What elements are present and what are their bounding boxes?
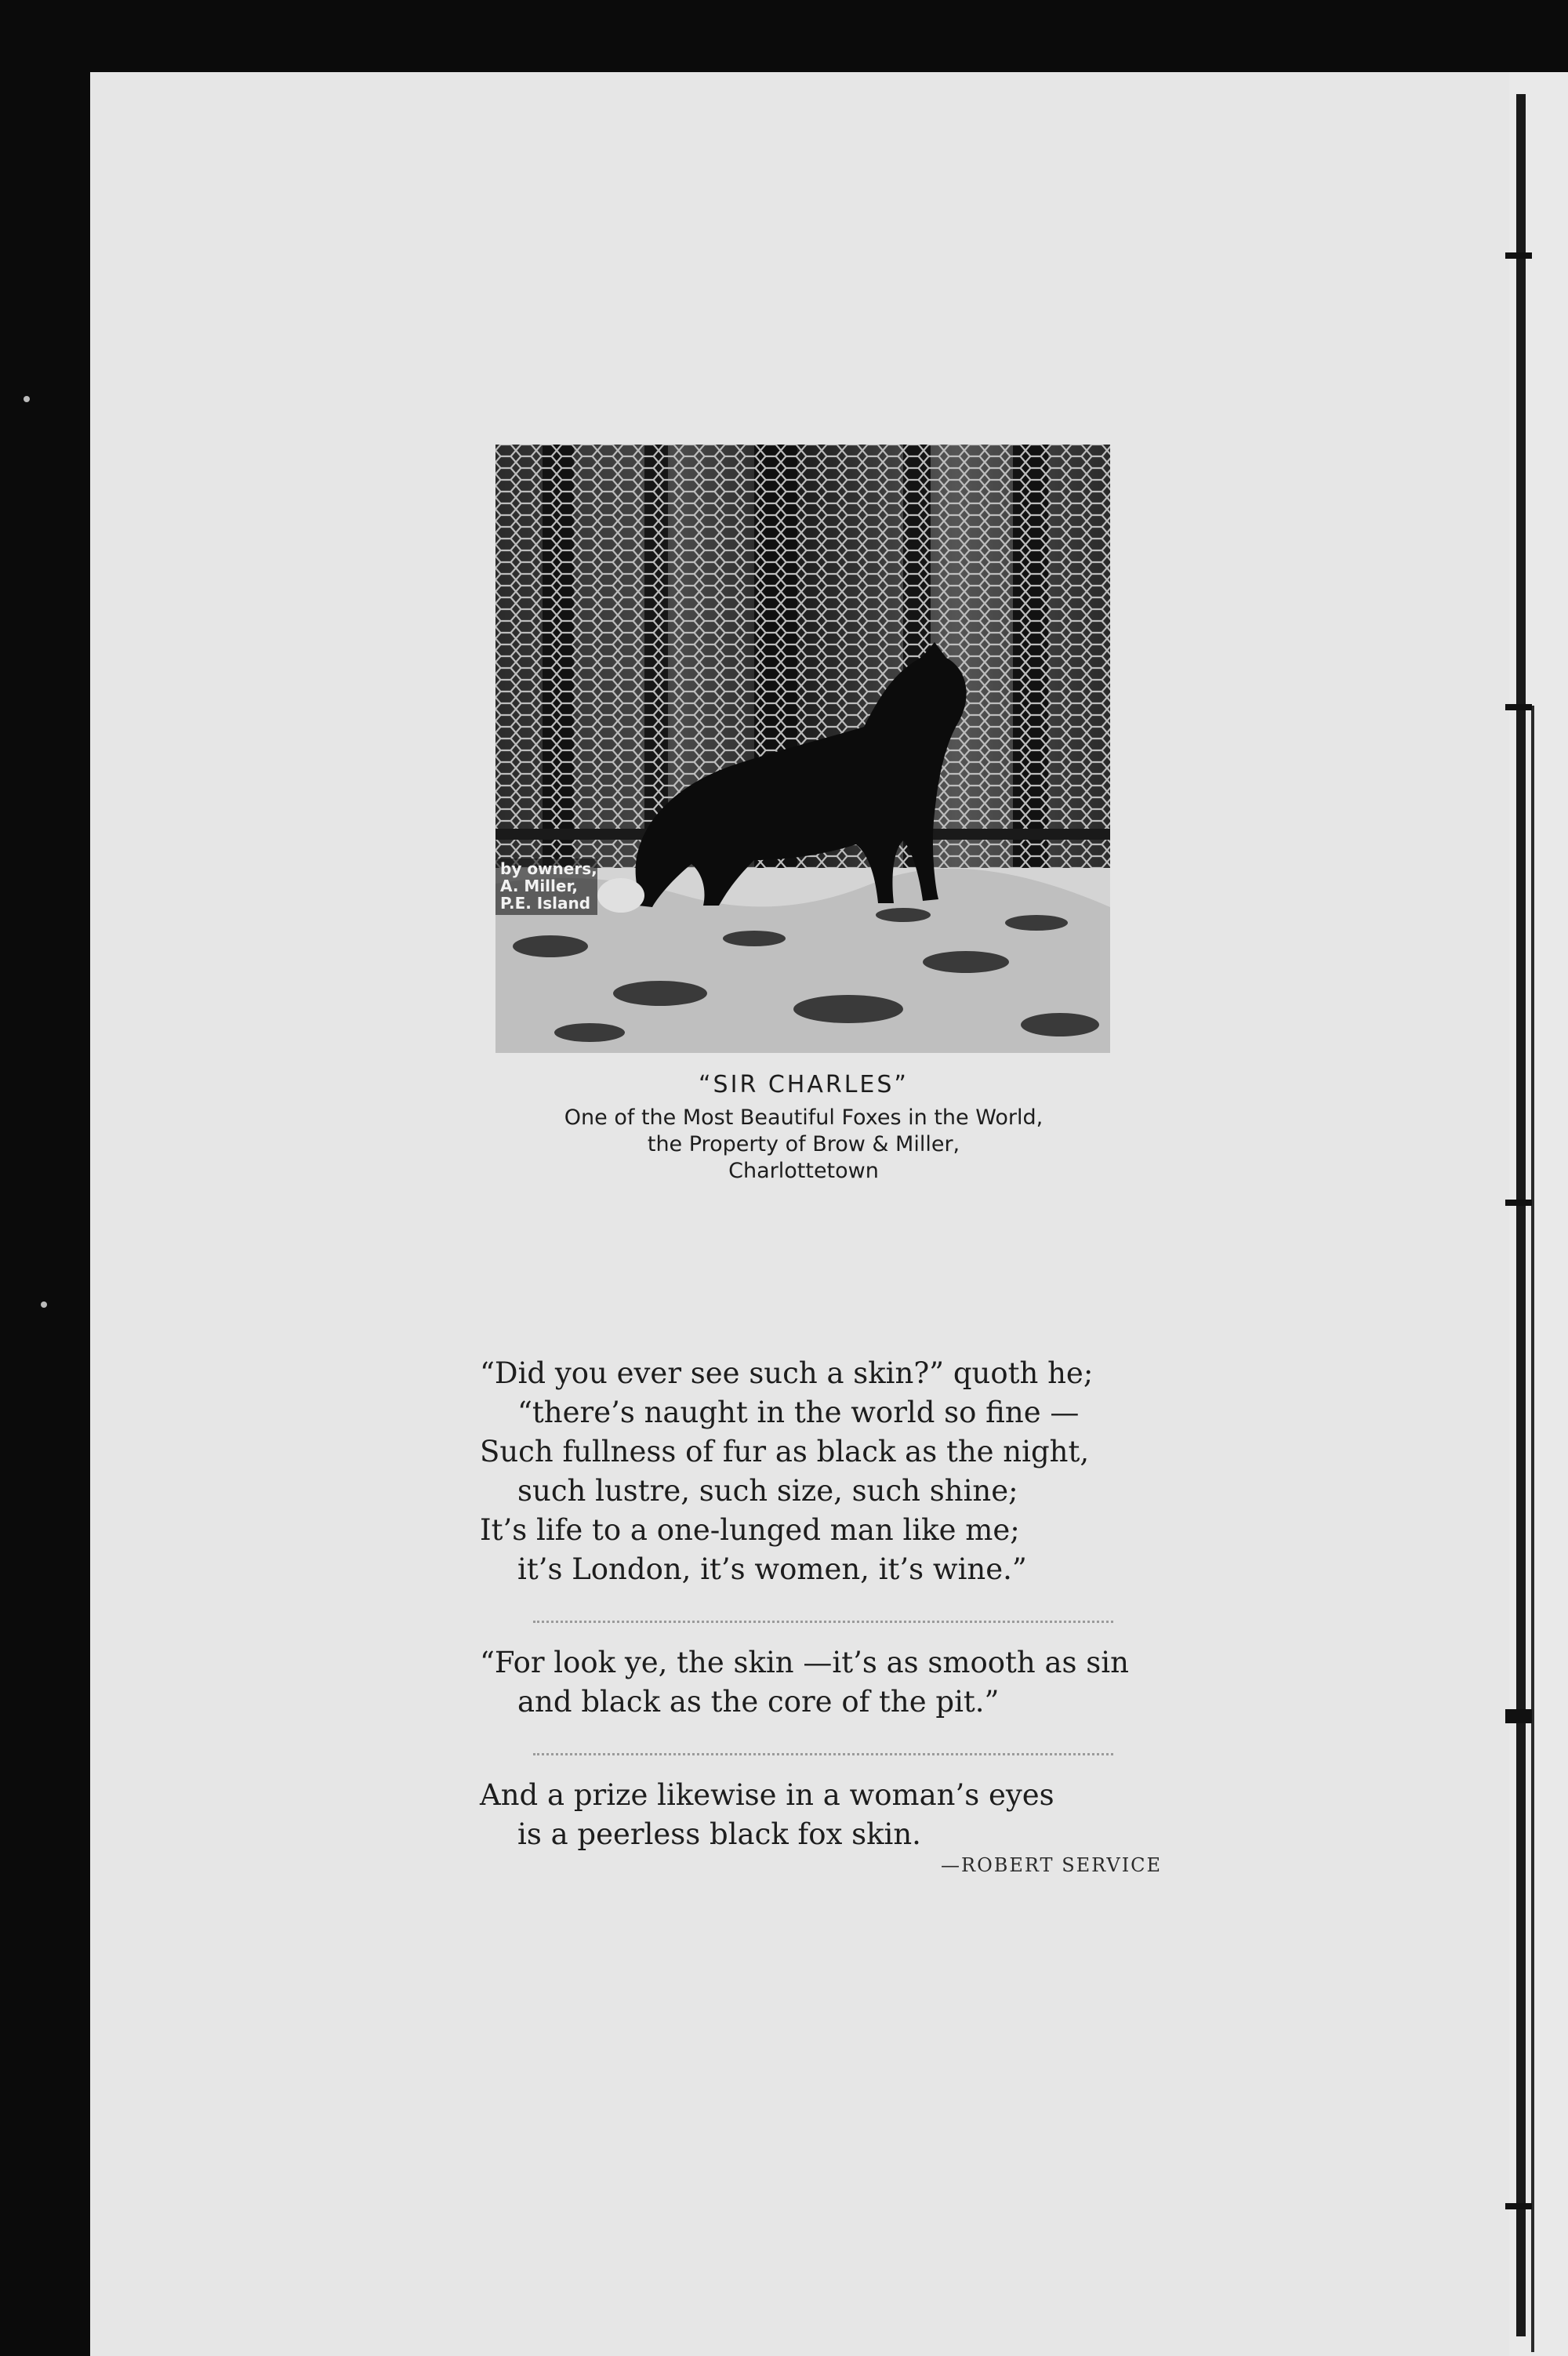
- fox-photo-image: [495, 445, 1110, 1053]
- caption-line: Charlottetown: [728, 1159, 879, 1183]
- photo-caption: [439, 1071, 1168, 1185]
- binding-tick: [1505, 704, 1532, 710]
- stanza-separator: [533, 1589, 1113, 1623]
- binding-tick: [1505, 1709, 1532, 1723]
- binding-line: [1516, 94, 1526, 2336]
- poem-line: “For look ye, the skin —it’s as smooth as sin: [480, 1646, 1129, 1679]
- poem-stanza-2: [470, 1643, 1223, 1722]
- photo-owner-stamp: [500, 860, 597, 912]
- poem-line: such lustre, such size, such shine;: [517, 1474, 1018, 1508]
- scan-speck: [41, 1301, 47, 1308]
- poem-line: it’s London, it’s women, it’s wine.”: [517, 1552, 1027, 1586]
- poem-stanza-3: [470, 1776, 1223, 1854]
- poem-attribution: —ROBERT SERVICE: [941, 1854, 1163, 1876]
- photo-label-line: A. Miller,: [500, 877, 578, 895]
- binding-tick: [1505, 2203, 1532, 2209]
- photo-label-line: by owners,: [500, 859, 597, 878]
- binding-tick: [1505, 1200, 1532, 1206]
- poem-line: “Did you ever see such a skin?” quoth he;: [480, 1356, 1094, 1390]
- caption-line: One of the Most Beautiful Foxes in the World,: [564, 1105, 1044, 1130]
- poem: [470, 1354, 1223, 1854]
- poem-line: is a peerless black fox skin.: [517, 1817, 921, 1851]
- caption-title: “SIR CHARLES”: [699, 1071, 909, 1098]
- poem-stanza-1: [470, 1354, 1223, 1589]
- poem-line: Such fullness of fur as black as the night,: [480, 1435, 1090, 1468]
- fox-photograph: [495, 445, 1110, 1053]
- binding-tick: [1505, 252, 1532, 259]
- scan-speck: [24, 396, 30, 402]
- poem-line: “there’s naught in the world so fine —: [517, 1396, 1080, 1429]
- poem-line: It’s life to a one-lunged man like me;: [480, 1513, 1020, 1547]
- poem-line: and black as the core of the pit.”: [517, 1685, 1000, 1719]
- caption-line: the Property of Brow & Miller,: [647, 1132, 960, 1156]
- poem-line: And a prize likewise in a woman’s eyes: [480, 1778, 1054, 1812]
- stanza-separator: [533, 1722, 1113, 1755]
- binding-line-secondary: [1531, 706, 1534, 2352]
- document-page: [90, 72, 1509, 2356]
- photo-label-line: P.E. Island: [500, 894, 591, 913]
